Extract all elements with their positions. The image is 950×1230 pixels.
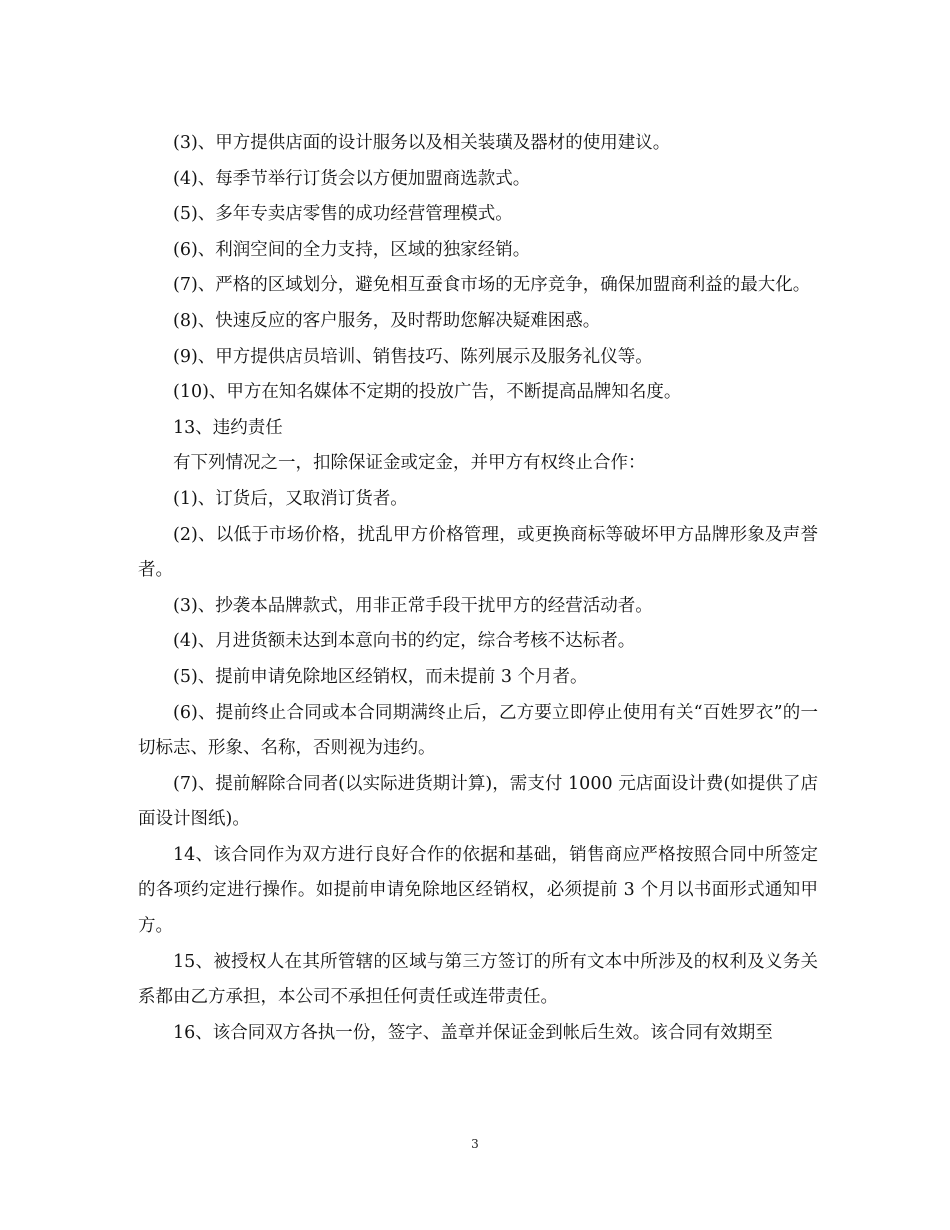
paragraph: (7)、严格的区域划分，避免相互蚕食市场的无序竞争，确保加盟商利益的最大化。 [173,275,811,296]
paragraph: (1)、订货后，又取消订货者。 [173,488,408,509]
paragraph: (4)、每季节举行订货会以方便加盟商选款式。 [173,168,531,189]
section-heading: 13、违约责任 [173,417,283,438]
paragraph: (4)、月进货额未达到本意向书的约定，综合考核不达标者。 [173,631,636,652]
paragraph: (7)、提前解除合同者(以实际进货期计算)，需支付 1000 元店面设计费(如提供了店面设计图纸)。 [138,773,818,830]
paragraph: (6)、提前终止合同或本合同期满终止后，乙方要立即停止使用有关“百姓罗衣”的一切标志、形象、名称，否则视为违约。 [138,702,818,759]
paragraph: (10)、甲方在知名媒体不定期的投放广告，不断提高品牌知名度。 [173,382,682,403]
paragraph: (3)、甲方提供店面的设计服务以及相关装璜及器材的使用建议。 [173,133,671,153]
document-body [138,126,818,1051]
paragraph: (2)、以低于市场价格，扰乱甲方价格管理，或更换商标等破坏甲方品牌形象及声誉者。 [138,524,818,581]
paragraph: (9)、甲方提供店员培训、销售技巧、陈列展示及服务礼仪等。 [173,346,653,367]
paragraph: 14、该合同作为双方进行良好合作的依据和基础，销售商应严格按照合同中所签定的各项约定进行操作。如提前申请免除地区经销权，必须提前 3 个月以书面形式通知甲方。 [138,844,818,937]
paragraph: (8)、快速反应的客户服务，及时帮助您解决疑难困惑。 [173,310,601,331]
paragraph: (6)、利润空间的全力支持，区域的独家经销。 [173,239,531,260]
paragraph: (3)、抄袭本品牌款式，用非正常手段干扰甲方的经营活动者。 [173,595,653,616]
paragraph: 15、被授权人在其所管辖的区域与第三方签订的所有文本中所涉及的权利及义务关系都由乙方承担，本公司不承担任何责任或连带责任。 [138,951,818,1008]
paragraph: 16、该合同双方各执一份，签字、盖章并保证金到帐后生效。该合同有效期至 [173,1022,773,1043]
paragraph: 有下列情况之一，扣除保证金或定金，并甲方有权终止合作： [173,453,646,474]
paragraph: (5)、提前申请免除地区经销权，而未提前 3 个月者。 [173,666,588,687]
page-number: 3 [471,1137,479,1151]
paragraph: (5)、多年专卖店零售的成功经营管理模式。 [173,204,513,225]
